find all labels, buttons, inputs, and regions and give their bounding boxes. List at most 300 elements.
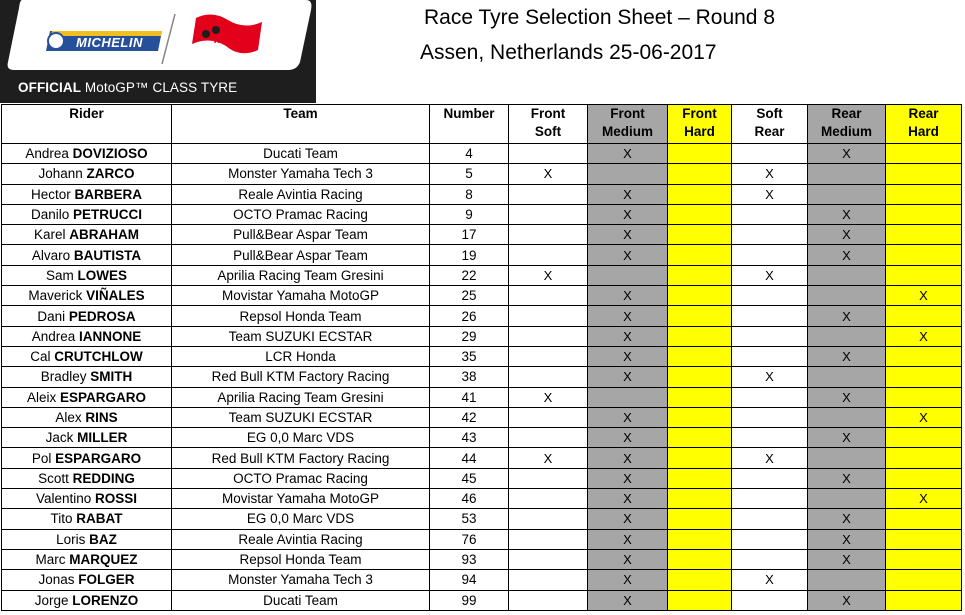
rider-first-name: Andrea [25, 146, 69, 162]
cell-rear-medium: X [808, 306, 886, 326]
cell-soft-rear: X [732, 367, 808, 387]
cell-team: Repsol Honda Team [172, 306, 430, 326]
cell-number: 17 [430, 225, 509, 245]
rider-last-name: ZARCO [86, 166, 135, 182]
cell-front-medium: X [588, 590, 668, 610]
cell-number: 46 [430, 489, 509, 509]
cell-rider [2, 549, 172, 569]
cell-rear-medium: X [808, 468, 886, 488]
cell-rear-hard [886, 164, 962, 184]
cell-rear-hard [886, 529, 962, 549]
cell-rear-hard: X [886, 326, 962, 346]
header-rear-hard [886, 105, 962, 144]
cell-team: EG 0,0 Marc VDS [172, 509, 430, 529]
cell-rider [2, 509, 172, 529]
cell-number: 38 [430, 367, 509, 387]
sheet-subtitle: Assen, Netherlands 25-06-2017 [420, 41, 717, 64]
cell-front-medium: X [588, 570, 668, 590]
cell-soft-rear [732, 387, 808, 407]
rider-first-name: Maverick [28, 288, 83, 304]
cell-number: 8 [430, 184, 509, 204]
header-soft-rear-l1: Soft [756, 106, 783, 121]
cell-rider [2, 529, 172, 549]
cell-front-medium: X [588, 306, 668, 326]
cell-team: LCR Honda [172, 346, 430, 366]
header-rear-hard-l2: Hard [908, 124, 939, 139]
table-row [2, 306, 962, 326]
cell-front-medium: X [588, 509, 668, 529]
cell-rear-hard [886, 367, 962, 387]
cell-rear-medium: X [808, 509, 886, 529]
cell-rear-hard [886, 387, 962, 407]
cell-soft-rear: X [732, 265, 808, 285]
cell-front-medium [588, 164, 668, 184]
table-row [2, 204, 962, 224]
cell-front-medium: X [588, 184, 668, 204]
table-row [2, 489, 962, 509]
cell-team: Team SUZUKI ECSTAR [172, 326, 430, 346]
header-front-soft-l1: Front [530, 106, 566, 121]
tagline-bold: OFFICIAL [18, 80, 82, 95]
cell-soft-rear [732, 144, 808, 164]
cell-soft-rear [732, 468, 808, 488]
cell-soft-rear: X [732, 164, 808, 184]
cell-number: 4 [430, 144, 509, 164]
cell-number: 19 [430, 245, 509, 265]
cell-front-medium: X [588, 326, 668, 346]
cell-team: Movistar Yamaha MotoGP [172, 489, 430, 509]
table-row [2, 164, 962, 184]
cell-rider [2, 468, 172, 488]
cell-rear-medium [808, 367, 886, 387]
cell-front-medium: X [588, 549, 668, 569]
cell-number: 43 [430, 428, 509, 448]
table-row [2, 407, 962, 427]
header-rider: Rider [2, 105, 172, 144]
cell-front-soft [509, 509, 588, 529]
cell-rider [2, 346, 172, 366]
rider-last-name: ROSSI [95, 491, 138, 507]
cell-team: Red Bull KTM Factory Racing [172, 367, 430, 387]
table-row [2, 428, 962, 448]
cell-rear-medium [808, 570, 886, 590]
michelin-logo-text: MICHELIN [76, 35, 143, 50]
cell-front-soft [509, 144, 588, 164]
tyre-selection-table [1, 104, 962, 611]
cell-rear-hard [886, 225, 962, 245]
table-row [2, 144, 962, 164]
rider-last-name: BARBERA [74, 186, 143, 202]
rider-last-name: CRUTCHLOW [54, 349, 143, 365]
cell-rear-hard [886, 468, 962, 488]
rider-first-name: Aleix [26, 389, 57, 405]
cell-number: 26 [430, 306, 509, 326]
cell-rider [2, 407, 172, 427]
cell-number: 22 [430, 265, 509, 285]
cell-rear-medium [808, 407, 886, 427]
cell-rear-hard [886, 245, 962, 265]
rider-last-name: BAZ [89, 531, 117, 547]
cell-number: 53 [430, 509, 509, 529]
cell-rear-hard [886, 590, 962, 610]
official-tyre-logo [0, 0, 316, 103]
cell-front-hard [668, 428, 732, 448]
cell-front-medium: X [588, 407, 668, 427]
rider-first-name: Loris [56, 531, 86, 547]
cell-front-soft [509, 306, 588, 326]
rider-first-name: Hector [30, 186, 71, 202]
logo-tagline [18, 80, 237, 95]
cell-soft-rear [732, 407, 808, 427]
cell-rear-medium: X [808, 346, 886, 366]
header-soft-rear [732, 105, 808, 144]
table-row [2, 346, 962, 366]
header-front-hard-l1: Front [682, 106, 717, 121]
rider-first-name: Cal [30, 349, 51, 365]
cell-front-hard [668, 387, 732, 407]
table-row [2, 570, 962, 590]
cell-rider [2, 225, 172, 245]
cell-number: 94 [430, 570, 509, 590]
cell-rear-medium: X [808, 529, 886, 549]
cell-rear-hard: X [886, 489, 962, 509]
cell-rear-hard [886, 204, 962, 224]
rider-last-name: SMITH [90, 369, 133, 385]
cell-rider [2, 448, 172, 468]
rider-first-name: Jonas [38, 572, 75, 588]
header-team: Team [172, 105, 430, 144]
cell-front-hard [668, 489, 732, 509]
cell-rider [2, 204, 172, 224]
cell-team: Aprilia Racing Team Gresini [172, 265, 430, 285]
cell-team: Red Bull KTM Factory Racing [172, 448, 430, 468]
header-number: Number [430, 105, 509, 144]
cell-front-hard [668, 326, 732, 346]
rider-first-name: Tito [50, 511, 73, 527]
cell-team: Repsol Honda Team [172, 549, 430, 569]
cell-front-hard [668, 509, 732, 529]
rider-first-name: Dani [37, 308, 66, 324]
table-row [2, 509, 962, 529]
cell-number: 44 [430, 448, 509, 468]
cell-front-soft [509, 245, 588, 265]
cell-soft-rear [732, 346, 808, 366]
cell-front-soft [509, 225, 588, 245]
cell-front-medium: X [588, 286, 668, 306]
cell-team: Ducati Team [172, 144, 430, 164]
header-soft-rear-l2: Rear [754, 124, 785, 139]
cell-front-hard [668, 306, 732, 326]
cell-front-medium: X [588, 204, 668, 224]
cell-soft-rear [732, 509, 808, 529]
cell-front-hard [668, 570, 732, 590]
cell-rider [2, 144, 172, 164]
rider-first-name: Johann [38, 166, 83, 182]
cell-front-hard [668, 184, 732, 204]
rider-last-name: ESPARGARO [55, 450, 142, 466]
motogp-logo-text: motoGP [214, 34, 257, 46]
rider-last-name: LORENZO [72, 592, 139, 608]
rider-first-name: Pol [31, 450, 52, 466]
cell-number: 76 [430, 529, 509, 549]
cell-team: Aprilia Racing Team Gresini [172, 387, 430, 407]
cell-number: 35 [430, 346, 509, 366]
rider-last-name: PETRUCCI [73, 207, 143, 223]
cell-front-hard [668, 346, 732, 366]
cell-front-soft: X [509, 448, 588, 468]
cell-front-soft: X [509, 265, 588, 285]
cell-rider [2, 306, 172, 326]
cell-front-hard [668, 144, 732, 164]
cell-front-soft [509, 468, 588, 488]
table-row [2, 448, 962, 468]
table-row [2, 326, 962, 346]
cell-front-hard [668, 265, 732, 285]
cell-rider [2, 265, 172, 285]
cell-soft-rear [732, 428, 808, 448]
table-row [2, 387, 962, 407]
cell-rear-medium [808, 489, 886, 509]
cell-rider [2, 367, 172, 387]
cell-front-hard [668, 245, 732, 265]
cell-rider [2, 164, 172, 184]
cell-front-medium: X [588, 144, 668, 164]
cell-soft-rear [732, 245, 808, 265]
cell-front-hard [668, 590, 732, 610]
header-rear-medium-l1: Rear [831, 106, 862, 121]
cell-rear-hard: X [886, 407, 962, 427]
cell-soft-rear [732, 286, 808, 306]
cell-rear-medium [808, 265, 886, 285]
header-front-medium-l1: Front [610, 106, 645, 121]
cell-front-soft [509, 489, 588, 509]
cell-rear-medium: X [808, 204, 886, 224]
cell-team: Ducati Team [172, 590, 430, 610]
cell-rider [2, 570, 172, 590]
cell-team: Monster Yamaha Tech 3 [172, 164, 430, 184]
table-row [2, 367, 962, 387]
cell-soft-rear [732, 204, 808, 224]
cell-number: 45 [430, 468, 509, 488]
cell-front-hard [668, 164, 732, 184]
header-rear-medium-l2: Medium [820, 124, 872, 139]
rider-last-name: MILLER [77, 430, 128, 446]
cell-soft-rear [732, 489, 808, 509]
rider-first-name: Valentino [35, 491, 92, 507]
cell-team: Team SUZUKI ECSTAR [172, 407, 430, 427]
cell-number: 93 [430, 549, 509, 569]
rider-first-name: Andrea [31, 328, 76, 344]
cell-front-soft [509, 286, 588, 306]
table-row [2, 468, 962, 488]
cell-number: 41 [430, 387, 509, 407]
cell-number: 29 [430, 326, 509, 346]
cell-rear-hard [886, 570, 962, 590]
cell-rider [2, 387, 172, 407]
cell-rider [2, 245, 172, 265]
cell-front-hard [668, 549, 732, 569]
cell-front-medium: X [588, 225, 668, 245]
cell-front-soft [509, 346, 588, 366]
rider-first-name: Bradley [40, 369, 87, 385]
cell-front-soft: X [509, 164, 588, 184]
rider-last-name: VIÑALES [86, 288, 145, 304]
cell-soft-rear [732, 326, 808, 346]
table-row [2, 265, 962, 285]
cell-front-hard [668, 286, 732, 306]
tagline-rest: MotoGP™ CLASS TYRE [81, 80, 238, 95]
cell-front-hard [668, 204, 732, 224]
cell-team: Reale Avintia Racing [172, 184, 430, 204]
cell-soft-rear [732, 306, 808, 326]
cell-front-medium: X [588, 448, 668, 468]
cell-front-medium [588, 265, 668, 285]
rider-first-name: Jorge [34, 592, 69, 608]
cell-front-hard [668, 448, 732, 468]
cell-front-hard [668, 225, 732, 245]
table-row [2, 184, 962, 204]
cell-team: Reale Avintia Racing [172, 529, 430, 549]
rider-first-name: Marc [35, 552, 66, 568]
rider-first-name: Alex [55, 410, 82, 425]
cell-rear-medium: X [808, 245, 886, 265]
rider-last-name: ESPARGARO [60, 389, 147, 405]
rider-first-name: Scott [38, 470, 69, 486]
cell-rear-hard [886, 184, 962, 204]
cell-rear-hard [886, 448, 962, 468]
rider-last-name: RINS [85, 410, 118, 425]
rider-last-name: ABRAHAM [69, 227, 140, 243]
header-rear-hard-l1: Rear [908, 106, 939, 121]
cell-rear-medium: X [808, 144, 886, 164]
rider-first-name: Sam [45, 267, 74, 283]
cell-rear-hard [886, 144, 962, 164]
cell-front-medium: X [588, 468, 668, 488]
cell-rear-medium [808, 448, 886, 468]
table-header-row [2, 105, 962, 144]
cell-front-medium: X [588, 367, 668, 387]
rider-last-name: BAUTISTA [73, 247, 142, 263]
cell-front-medium: X [588, 346, 668, 366]
rider-first-name: Jack [45, 430, 74, 446]
cell-number: 25 [430, 286, 509, 306]
rider-first-name: Alvaro [31, 247, 71, 263]
cell-front-hard [668, 529, 732, 549]
cell-front-soft [509, 326, 588, 346]
rider-first-name: Karel [33, 227, 66, 243]
cell-team: Monster Yamaha Tech 3 [172, 570, 430, 590]
cell-soft-rear: X [732, 184, 808, 204]
cell-front-hard [668, 468, 732, 488]
cell-soft-rear [732, 225, 808, 245]
cell-team: EG 0,0 Marc VDS [172, 428, 430, 448]
cell-front-soft [509, 549, 588, 569]
cell-rear-hard [886, 265, 962, 285]
cell-team: OCTO Pramac Racing [172, 204, 430, 224]
cell-front-soft [509, 590, 588, 610]
cell-soft-rear [732, 549, 808, 569]
header-rear-medium [808, 105, 886, 144]
rider-last-name: DOVIZIOSO [72, 146, 148, 162]
cell-front-soft [509, 570, 588, 590]
cell-team: Pull&Bear Aspar Team [172, 225, 430, 245]
sheet-title: Race Tyre Selection Sheet – Round 8 [424, 6, 776, 29]
cell-rear-hard [886, 346, 962, 366]
header-front-medium [588, 105, 668, 144]
cell-rider [2, 590, 172, 610]
cell-soft-rear [732, 529, 808, 549]
cell-front-medium: X [588, 489, 668, 509]
cell-front-soft [509, 367, 588, 387]
table-row [2, 245, 962, 265]
cell-front-medium: X [588, 245, 668, 265]
cell-rear-hard [886, 549, 962, 569]
cell-rear-medium: X [808, 225, 886, 245]
cell-number: 9 [430, 204, 509, 224]
rider-last-name: REDDING [72, 470, 135, 486]
cell-rear-medium [808, 184, 886, 204]
header-front-medium-l2: Medium [601, 124, 653, 139]
cell-number: 42 [430, 407, 509, 427]
rider-last-name: FOLGER [78, 572, 135, 588]
cell-soft-rear: X [732, 570, 808, 590]
cell-team: Movistar Yamaha MotoGP [172, 286, 430, 306]
cell-soft-rear [732, 590, 808, 610]
cell-rear-hard: X [886, 286, 962, 306]
cell-front-soft [509, 204, 588, 224]
cell-team: OCTO Pramac Racing [172, 468, 430, 488]
cell-front-soft [509, 407, 588, 427]
cell-front-soft: X [509, 387, 588, 407]
header-front-hard-l2: Hard [684, 124, 715, 139]
cell-rear-hard [886, 306, 962, 326]
cell-front-medium [588, 387, 668, 407]
rider-last-name: LOWES [77, 267, 128, 283]
cell-front-medium: X [588, 428, 668, 448]
cell-rear-medium: X [808, 590, 886, 610]
header-front-soft-l2: Soft [534, 124, 562, 139]
cell-rider [2, 184, 172, 204]
cell-rear-medium [808, 286, 886, 306]
rider-last-name: IANNONE [79, 328, 142, 344]
cell-team: Pull&Bear Aspar Team [172, 245, 430, 265]
rider-last-name: MARQUEZ [69, 552, 138, 568]
header-front-soft [509, 105, 588, 144]
header-front-hard [668, 105, 732, 144]
cell-rear-medium: X [808, 387, 886, 407]
rider-last-name: PEDROSA [68, 308, 136, 324]
table-row [2, 590, 962, 610]
cell-rear-medium: X [808, 428, 886, 448]
table-row [2, 529, 962, 549]
table-row [2, 286, 962, 306]
cell-front-hard [668, 367, 732, 387]
cell-rider [2, 286, 172, 306]
cell-rider [2, 326, 172, 346]
cell-front-soft [509, 529, 588, 549]
cell-number: 5 [430, 164, 509, 184]
cell-rear-hard [886, 509, 962, 529]
rider-first-name: Danilo [30, 207, 70, 223]
table-row [2, 549, 962, 569]
cell-rear-medium [808, 326, 886, 346]
cell-front-soft [509, 184, 588, 204]
cell-rider [2, 489, 172, 509]
cell-rear-medium [808, 164, 886, 184]
cell-front-hard [668, 407, 732, 427]
cell-soft-rear: X [732, 448, 808, 468]
cell-front-soft [509, 428, 588, 448]
